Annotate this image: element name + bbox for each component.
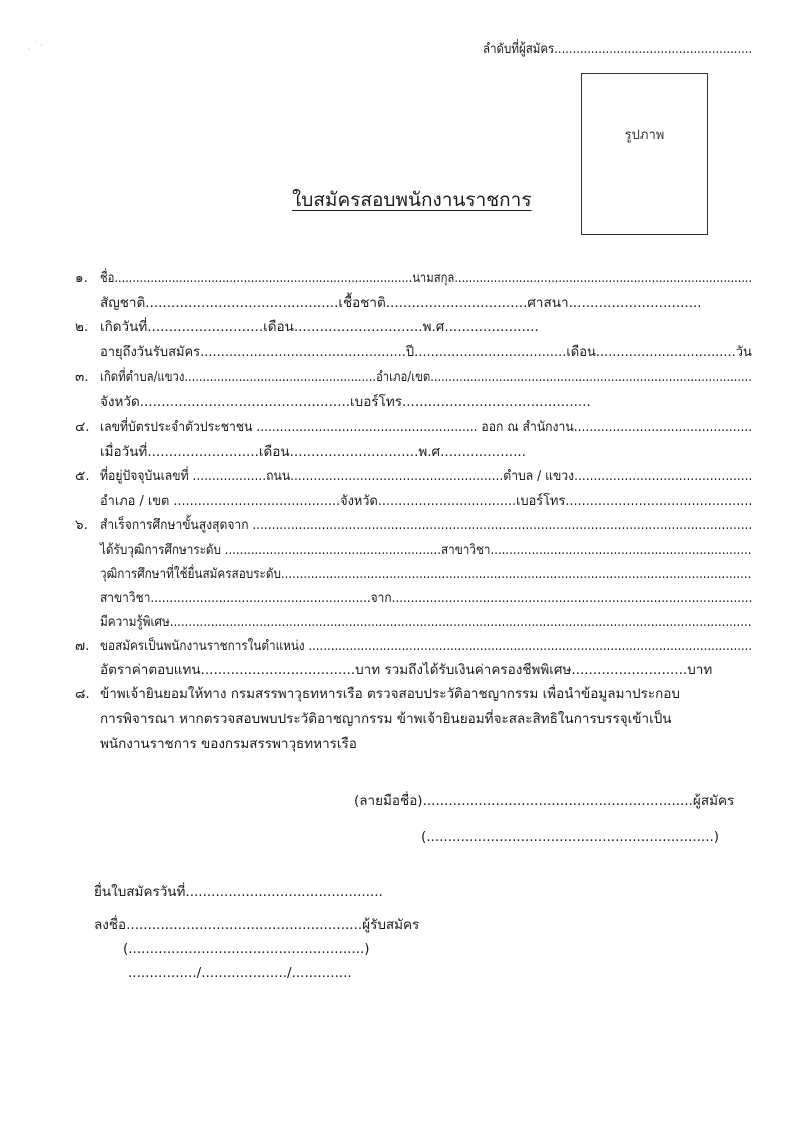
photo-label: รูปภาพ [624,128,665,143]
major-from-field: สาขาวิชา..........................................................จาก............................................................................................... [100,590,753,606]
application-qualification-field: วุฒิการศึกษาที่ใช้ยื่นสมัครสอบระดับ.............................................................................................................................. [100,566,752,582]
birthplace-field: เกิดที่ตำบล/แขวง.....................................................อำเภอ/เขต......................................................................................... [100,369,752,385]
address-field: ที่อยู่ปัจจุบันเลขที่ ...................ถนน.......................................................ตำบล / แขวง.............................................. [100,468,753,484]
applicant-order-field: ลำดับที่ผู้สมัคร...................................................... [483,41,753,57]
special-skills-field: มีความรู้พิเศษ............................................................................................................................................................ [100,614,752,630]
form-title: ใบสมัครสอบพนักงานราชการ [292,189,532,211]
receiver-signature-field: ลงชื่อ.......................................................ผู้รับสมัคร [94,917,420,933]
birthdate-field: เกิดวันที่...........................เดือน..............................พ.ศ...................... [100,319,539,335]
photo-box [581,73,708,235]
item-number-2: ๒. [75,319,89,335]
id-card-field: เลขที่บัตรประจำตัวประชาชน ......................................................... ออก ณ สำนักงาน.............................................. [100,419,753,435]
nationality-race-religion-field: สัญชาติ.............................................เชื้อชาติ.................................ศาสนา............................... [100,295,702,311]
education-institution-field: สำเร็จการศึกษาขั้นสูงสุดจาก .................................................................................................................................. [100,517,753,533]
district-province-phone-field: อำเภอ / เขต .........................................จังหวัด..................................เบอร์โทร.............................................. [100,493,753,509]
consent-text-line-2: การพิจารณา หากตรวจสอบพบประวัติอาชญากรรม ข้าพเจ้ายินยอมที่จะสละสิทธิในการบรรจุเข้าเป็น [100,711,672,727]
item-number-5: ๕. [75,468,90,484]
province-phone-field: จังหวัด.................................................เบอร์โทร............................................ [100,394,591,410]
consent-text-line-3: พนักงานราชการ ของกรมสรรพาวุธทหารเรือ [100,736,357,752]
degree-field: ได้รับวุฒิการศึกษาระดับ ..........................................................สาขาวิชา...................................................................... [100,542,752,558]
submission-date-field: ยื่นใบสมัครวันที่.............................................. [94,884,383,900]
consent-text-line-1: ข้าพเจ้ายินยอมให้ทาง กรมสรรพาวุธทหารเรือ ตรวจสอบประวัติอาชญากรรม เพื่อนำข้อมูลมาประกอบ [100,686,680,702]
receipt-date-slots: ................/..................../.............. [128,965,352,981]
item-number-6: ๖. [75,517,88,533]
age-field: อายุถึงวันรับสมัคร..................................................ปี.....................................เดือน..................................วัน [100,344,752,360]
item-number-8: ๘. [75,686,90,702]
applicant-signature-field: (ลายมือชื่อ)...............................................................ผู้สมัคร [354,793,735,809]
item-number-7: ๗. [75,638,90,654]
name-surname-field: ชื่อ...................................................................................นามสกุล................................................................................... [100,270,753,286]
item-number-1: ๑. [75,270,88,286]
id-issue-date-field: เมื่อวันที่..........................เดือน..............................พ.ศ.................... [100,444,526,460]
scan-smudge: ⸼ ˙ ⸱ [28,41,43,51]
applicant-name-field: (...................................................................) [421,829,720,845]
salary-field: อัตราค่าตอบแทน....................................บาท รวมถึงได้รับเงินค่าครองชีพพิเศษ...........................บาท [100,662,713,678]
position-field: ขอสมัครเป็นพนักงานราชการในตำแหน่ง ....................................................................................................................... [100,638,753,654]
item-number-4: ๔. [75,419,90,435]
item-number-3: ๓. [75,369,89,385]
receiver-name-field: (.......................................................) [123,941,370,957]
